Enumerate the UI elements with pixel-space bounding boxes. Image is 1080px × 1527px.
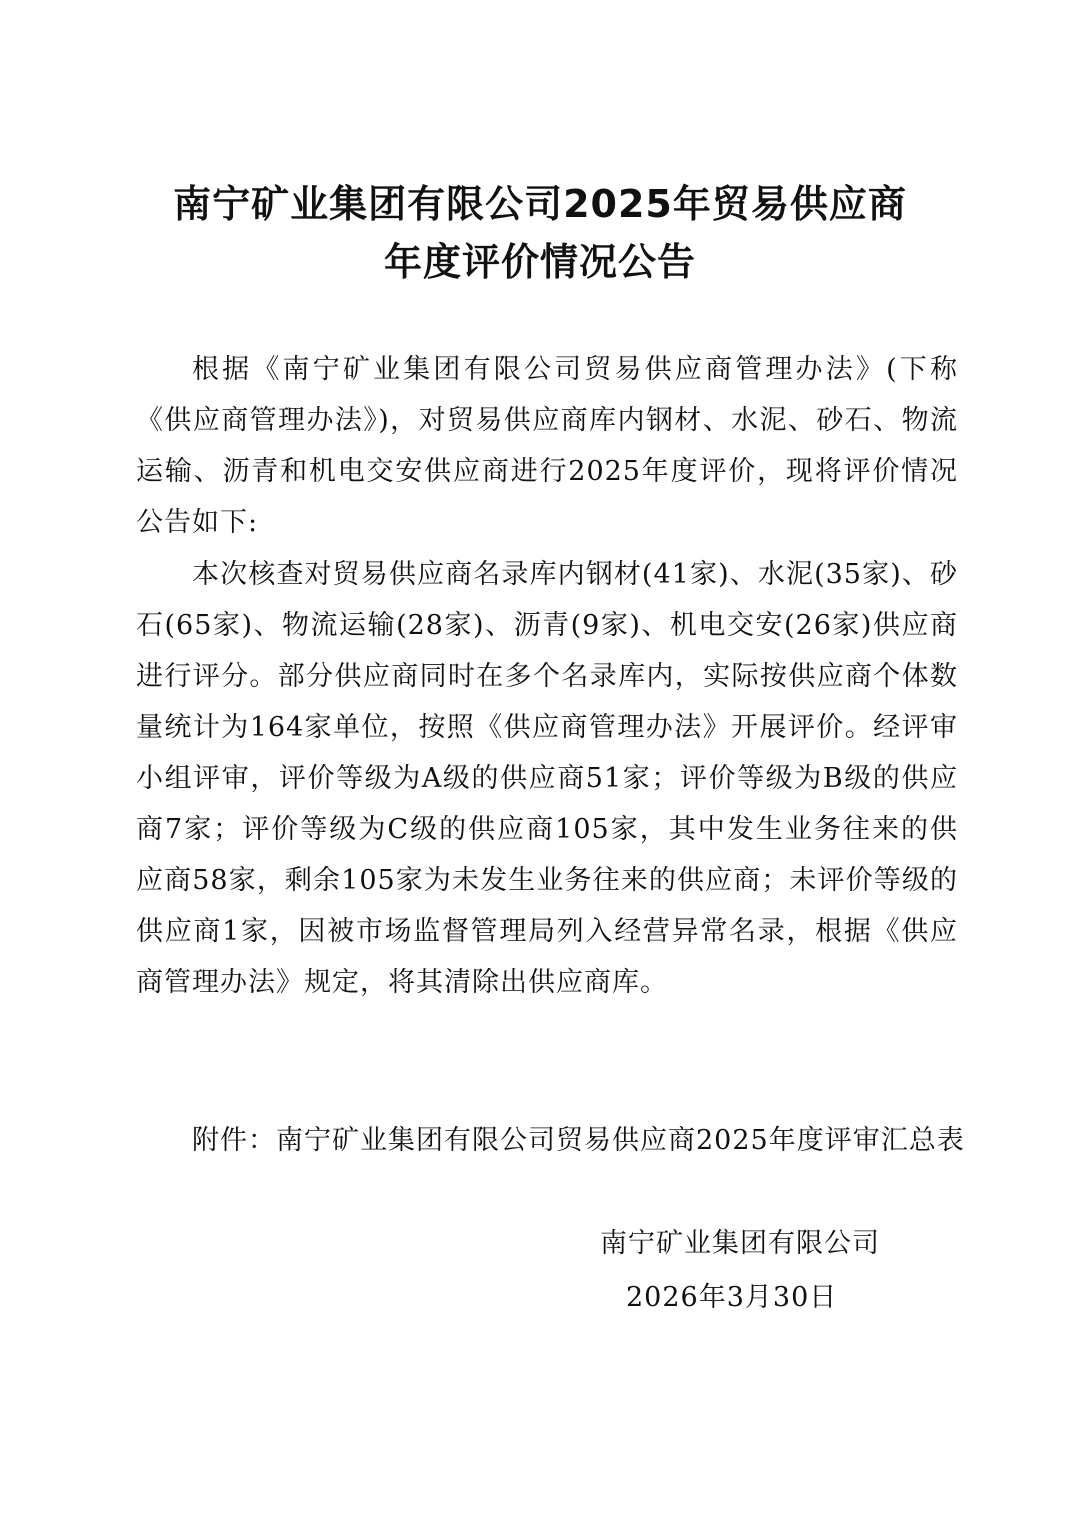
issue-date: 2026年3月30日 (626, 1282, 838, 1313)
document-title-line-1: 南宁矿业集团有限公司2025年贸易供应商 (173, 182, 907, 226)
body-paragraph-1: 根据《南宁矿业集团有限公司贸易供应商管理办法》(下称《供应商管理办法》)，对贸易供应商库内钢材、水泥、砂石、物流运输、沥青和机电交安供应商进行2025年度评价，现将评价情况公告如下: (136, 354, 958, 538)
signer-organization: 南宁矿业集团有限公司 (600, 1228, 880, 1259)
attachment-note: 附件：南宁矿业集团有限公司贸易供应商2025年度评审汇总表 (192, 1125, 965, 1156)
body-paragraph-2: 本次核查对贸易供应商名录库内钢材(41家)、水泥(35家)、砂石(65家)、物流运输(28家)、沥青(9家)、机电交安(26家)供应商进行评分。部分供应商同时在多个名录库内，实际按供应商个体数量统计为164家单位，按照《供应商管理办法》开展评价。经评审小组评审，评价等级为A级的供应商51家；评价等级为B级的供应商7家；评价等级为C级的供应商105家，其中发生业务往来的供应商58家，剩余105家为未发生业务往来的供应商；未评价等级的供应商1家，因被市场监督管理局列入经营异常名录，根据《供应商管理办法》规定，将其清除出供应商库。 (136, 559, 958, 998)
document-title-line-2: 年度评价情况公告 (383, 240, 696, 284)
